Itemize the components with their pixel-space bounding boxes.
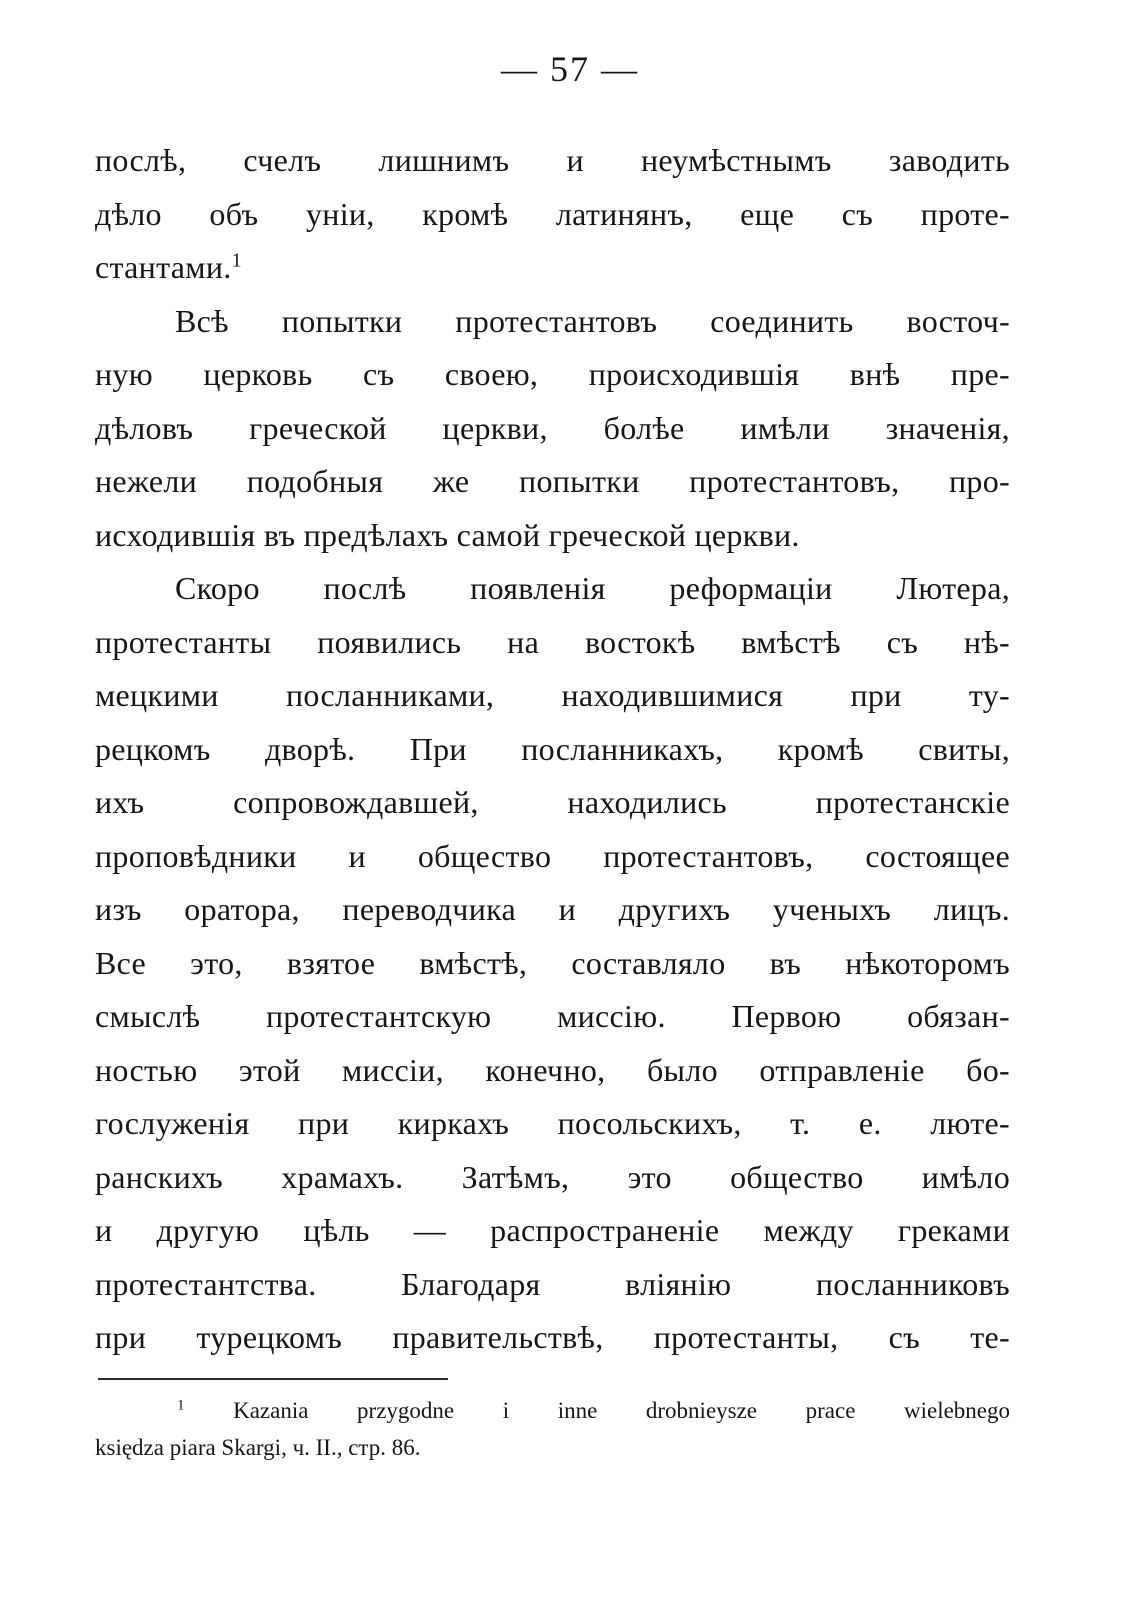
text-line: дѣловъ греческой церкви, болѣе имѣли значенія,	[95, 409, 1010, 446]
text-line: гослуженія при киркахъ посольскихъ, т. е. люте-	[95, 1105, 1010, 1141]
text-line: при турецкомъ правительствѣ, протестанты, съ те-	[95, 1319, 1010, 1355]
body-text	[95, 134, 1010, 1365]
text-line: ихъ сопровождавшей, находились протестанскіе	[95, 784, 1010, 820]
paragraph-first-line: Скоро послѣ появленія реформаціи Лютера,	[175, 570, 1010, 606]
text-line: ностью этой миссіи, конечно, было отправленіе бо-	[95, 1051, 1010, 1088]
text-line: рецкомъ дворѣ. При посланникахъ, кромѣ свиты,	[95, 730, 1010, 767]
page-number: — 57 —	[501, 49, 639, 89]
text-line: ранскихъ храмахъ. Затѣмъ, это общество имѣло	[95, 1158, 1010, 1195]
footnote-divider	[98, 1378, 448, 1380]
footnote-reference: 1	[231, 249, 242, 272]
footnote-line: księdza piara Skargi, ч. II., стр. 86.	[95, 1435, 421, 1460]
text-line: Все это, взятое вмѣстѣ, составляло въ нѣкоторомъ	[95, 944, 1010, 981]
text-line	[95, 241, 1010, 295]
text-line: нежели подобныя же попытки протестантовъ, про-	[95, 463, 1010, 499]
footnote	[95, 1392, 1010, 1466]
text-line: исходившія въ предѣлахъ самой греческой церкви.	[95, 516, 800, 553]
text-line: мецкими посланниками, находившимися при ту-	[95, 677, 1010, 713]
text-line: протестанты появились на востокѣ вмѣстѣ съ нѣ-	[95, 623, 1010, 660]
text-line-content: стантами.	[95, 249, 232, 285]
text-line: послѣ, счелъ лишнимъ и неумѣстнымъ заводить	[95, 142, 1010, 178]
footnote-text: Kazania przygodne i inne drobnieysze prace wielebnego	[233, 1398, 1011, 1423]
text-line: изъ оратора, переводчика и другихъ ученыхъ лицъ.	[95, 891, 1010, 927]
text-line: смыслѣ протестантскую миссію. Первою обязан-	[95, 998, 1010, 1034]
paragraph-first-line: Всѣ попытки протестантовъ соединить восточ-	[175, 302, 1010, 339]
text-line: проповѣдники и общество протестантовъ, состоящее	[95, 837, 1010, 874]
text-line: дѣло объ уніи, кромѣ латинянъ, еще съ проте-	[95, 195, 1010, 232]
footnote-marker: 1	[177, 1397, 185, 1414]
footnote-line	[95, 1392, 1010, 1429]
text-line: протестантства. Благодаря вліянію посланниковъ	[95, 1265, 1010, 1302]
text-line: ную церковь съ своею, происходившія внѣ пре-	[95, 356, 1010, 392]
text-line: и другую цѣль — распространеніе между греками	[95, 1212, 1010, 1248]
